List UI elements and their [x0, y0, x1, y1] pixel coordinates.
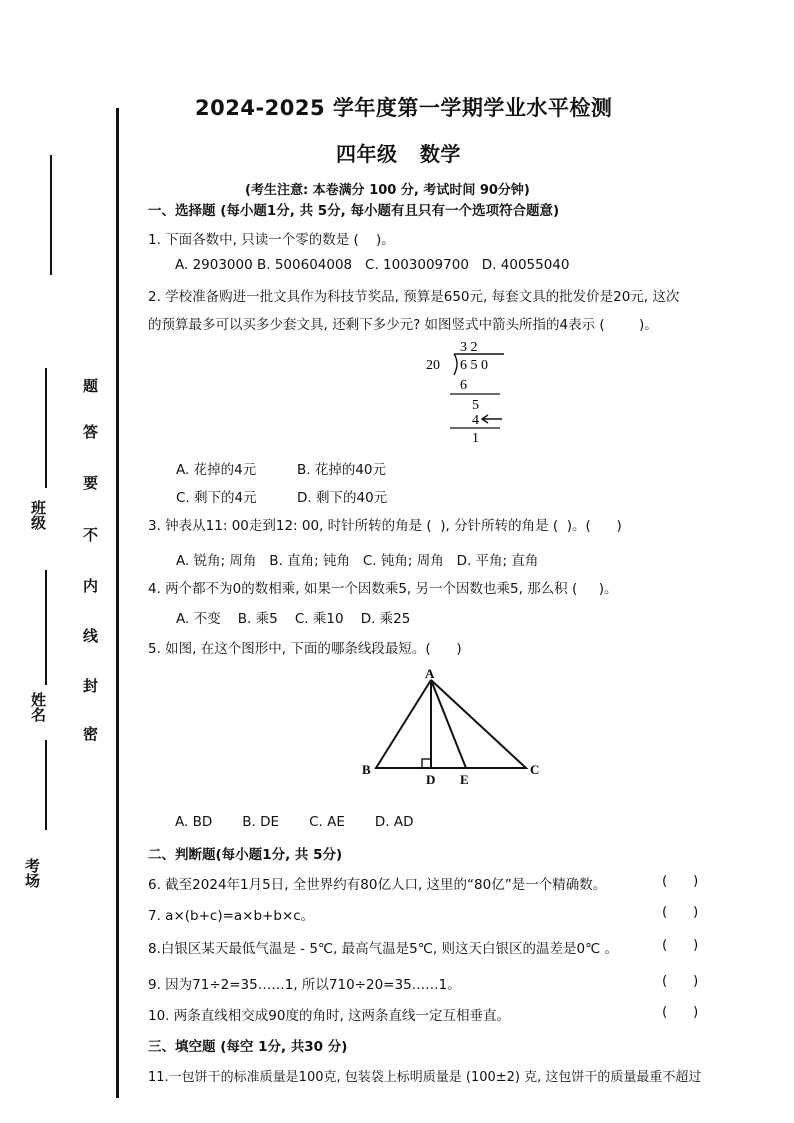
judge-paren-6: ( ) [662, 873, 699, 889]
label-b: B [362, 762, 371, 777]
q1-text: 1. 下面各数中, 只读一个零的数是 ( )。 [148, 232, 395, 248]
q2-option-b: B. 花掉的40元 [297, 462, 387, 478]
long-division-figure [420, 335, 520, 447]
label-a: A [425, 668, 435, 681]
seal-char: 不 [81, 527, 99, 542]
judge-paren-8: ( ) [662, 937, 699, 953]
division-divisor: 20 [426, 358, 440, 373]
q11-text: 11.一包饼干的标准质量是100克, 包装袋上标明质量是 (100±2) 克, 这包饼干的质量最重不超过 [148, 1070, 702, 1085]
judge-paren-7: ( ) [662, 904, 699, 920]
section3-heading: 三、填空题 (每空 1分, 共30 分) [148, 1039, 348, 1055]
judge-paren-9: ( ) [662, 973, 699, 989]
room-label: 考场 [23, 858, 41, 888]
right-angle-mark [422, 759, 431, 768]
division-bracket [454, 354, 457, 375]
name-label: 姓名 [29, 692, 47, 722]
label-d: D [426, 772, 436, 787]
label-e: E [460, 772, 469, 787]
triangle-outline [376, 680, 526, 768]
judge-item-10: 10. 两条直线相交成90度的角时, 这两条直线一定互相垂直。 [148, 1008, 511, 1024]
label-c: C [530, 762, 540, 777]
exam-notice: (考生注意: 本卷满分 100 分, 考试时间 90分钟) [245, 183, 530, 198]
seal-char: 封 [81, 678, 99, 693]
arrow-icon [482, 415, 502, 423]
judge-item-9: 9. 因为71÷2=35……1, 所以710÷20=35……1。 [148, 977, 461, 993]
seal-char: 要 [81, 475, 99, 490]
q3-text: 3. 钟表从11: 00走到12: 00, 时针所转的角是 ( ), 分针所转的角是 ( )。( ) [148, 518, 622, 534]
q2-line2: 的预算最多可以买多少套文具, 还剩下多少元? 如图竖式中箭头所指的4表示 ( )。 [148, 317, 658, 333]
seal-char: 答 [81, 424, 99, 439]
q4-options: A. 不变 B. 乘5 C. 乘10 D. 乘25 [176, 611, 411, 627]
q4-text: 4. 两个都不为0的数相乘, 如果一个因数乘5, 另一个因数也乘5, 那么积 ( )。 [148, 581, 618, 597]
q2-option-a: A. 花掉的4元 [176, 462, 257, 478]
triangle-figure [356, 668, 556, 788]
division-quotient: 3 2 [460, 340, 478, 355]
exam-subtitle: 四年级 数学 [336, 142, 461, 166]
section2-heading: 二、判断题(每小题1分, 共 5分) [148, 847, 343, 863]
segment-ae [431, 680, 466, 768]
q2-option-d: D. 剩下的40元 [297, 490, 388, 506]
class-label: 班级 [29, 500, 47, 530]
q2-line1: 2. 学校准备购进一批文具作为科技节奖品, 预算是650元, 每套文具的批发价是20元, 这次 [148, 289, 680, 305]
room-blank-line [50, 155, 52, 275]
name-blank-line [45, 570, 47, 685]
division-step2: 5 [472, 398, 479, 413]
section1-heading: 一、选择题 (每小题1分, 共 5分, 每小题有且只有一个选项符合题意) [148, 203, 560, 219]
judge-item-7: 7. a×(b+c)=a×b+b×c。 [148, 908, 315, 924]
division-remainder: 1 [472, 431, 479, 446]
division-dividend: 6 5 0 [460, 358, 488, 373]
seal-char: 密 [81, 726, 99, 741]
q5-text: 5. 如图, 在这个图形中, 下面的哪条线段最短。( ) [148, 641, 462, 657]
division-step3: 4 [472, 413, 479, 428]
division-step1: 6 [460, 378, 467, 393]
q3-options: A. 锐角; 周角 B. 直角; 钝角 C. 钝角; 周角 D. 平角; 直角 [176, 553, 539, 569]
class-blank-line [45, 368, 47, 488]
q5-options: A. BD B. DE C. AE D. AD [175, 814, 414, 830]
seal-char: 内 [81, 578, 99, 593]
seal-char: 题 [81, 378, 99, 393]
q2-option-c: C. 剩下的4元 [176, 490, 257, 506]
q1-options: A. 2903000 B. 500604008 C. 1003009700 D. 40055040 [175, 257, 570, 273]
judge-paren-10: ( ) [662, 1004, 699, 1020]
name-line-lower [45, 740, 47, 830]
seal-char: 线 [81, 628, 99, 643]
judge-item-6: 6. 截至2024年1月5日, 全世界约有80亿人口, 这里的“80亿”是一个精确数。 [148, 877, 607, 893]
judge-item-8: 8.白银区某天最低气温是 - 5℃, 最高气温是5℃, 则这天白银区的温差是0℃ 。 [148, 941, 619, 957]
exam-title: 2024-2025 学年度第一学期学业水平检测 [195, 96, 613, 120]
binding-line [116, 108, 119, 1098]
